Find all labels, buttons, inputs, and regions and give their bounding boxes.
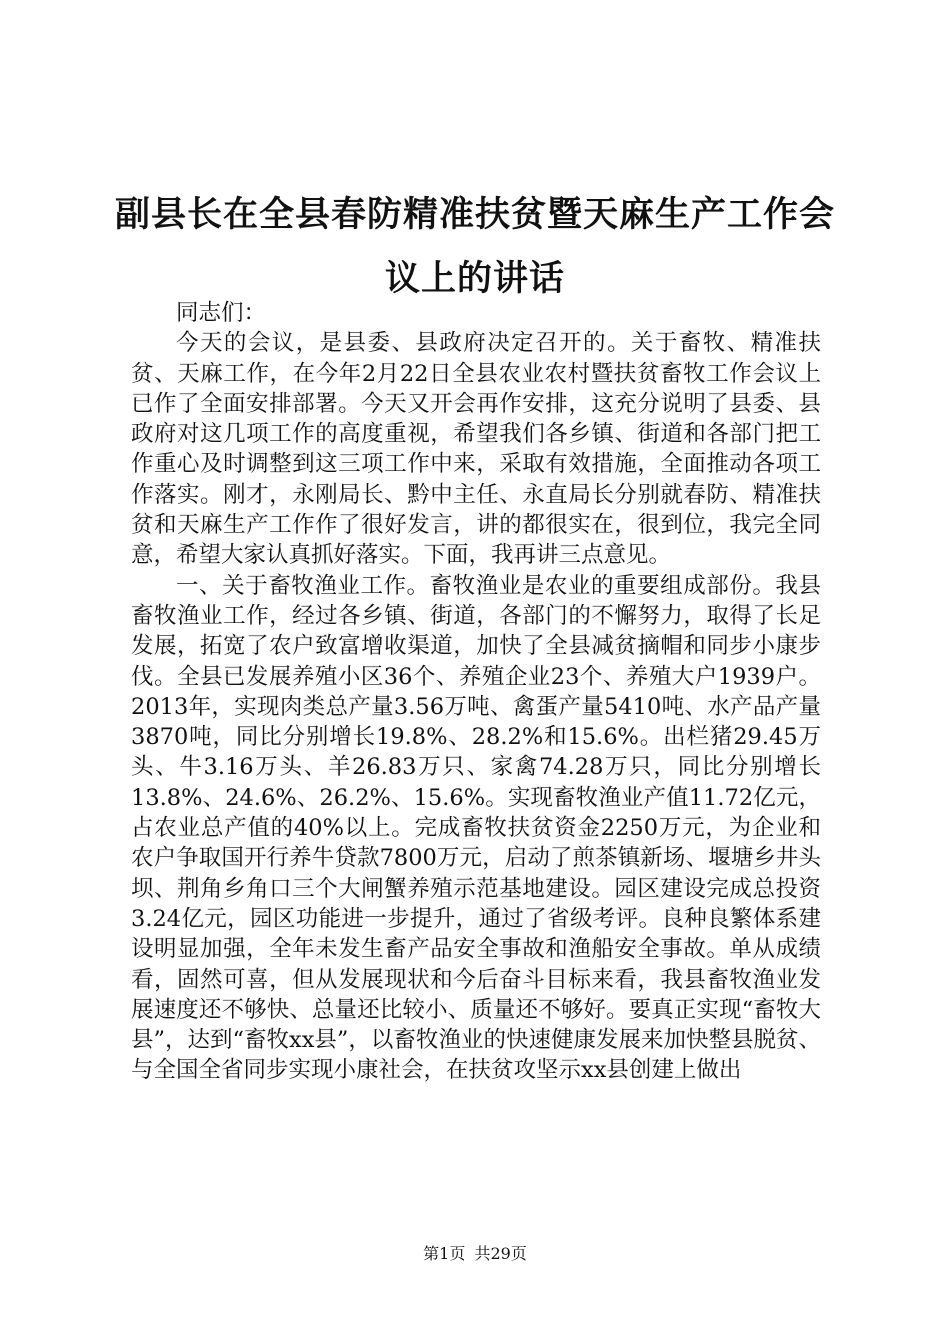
page-footer <box>0 1244 950 1264</box>
document-body <box>131 298 821 1086</box>
page-number: 第1页 <box>423 1244 466 1263</box>
paragraph: 今天的会议，是县委、县政府决定召开的。关于畜牧、精准扶贫、天麻工作，在今年2月22日全县农业农村暨扶贫畜牧工作会议上已作了全面安排部署。今天又开会再作安排，这充分说明了县委、县政府对这几项工作的高度重视，希望我们各乡镇、街道和各部门把工作重心及时调整到这三项工作中来，采取有效措施，全面推动各项工作落实。刚才，永刚局长、黔中主任、永直局长分别就春防、精准扶贫和天麻生产工作作了很好发言，讲的都很实在，很到位，我完全同意，希望大家认真抓好落实。下面，我再讲三点意见。 <box>131 330 821 569</box>
paragraph: 一、关于畜牧渔业工作。畜牧渔业是农业的重要组成部份。我县畜牧渔业工作，经过各乡镇、街道，各部门的不懈努力，取得了长足发展，拓宽了农户致富增收渠道，加快了全县减贫摘帽和同步小康步伐。全县已发展养殖小区36个、养殖企业23个、养殖大户1939户。2013年，实现肉类总产量3.56万吨、禽蛋产量5410吨、水产品产量3870吨，同比分别增长19.8%、28.2%和15.6%。出栏猪29.45万头、牛3.16万头、羊26.83万只、家禽74.28万只，同比分别增长13.8%、24.6%、26.2%、15.6%。实现畜牧渔业产值11.72亿元，占农业总产值的40%以上。完成畜牧扶贫资金2250万元，为企业和农户争取国开行养牛贷款7800万元，启动了煎茶镇新场、堰塘乡井头坝、荆角乡角口三个大闸蟹养殖示范基地建设。园区建设完成总投资3.24亿元，园区功能进一步提升，通过了省级考评。良种良繁体系建设明显加强，全年未发生畜产品安全事故和渔船安全事故。单从成绩看，固然可喜，但从发展现状和今后奋斗目标来看，我县畜牧渔业发展速度还不够快、总量还比较小、质量还不够好。要真正实现“畜牧大县”，达到“畜牧xx县”，以畜牧渔业的快速健康发展来加快整县脱贫、与全国全省同步实现小康社会，在扶贫攻坚示xx县创建上做出 <box>131 572 821 1084</box>
page-total: 共29页 <box>474 1244 527 1263</box>
page-title: 副县长在全县春防精准扶贫暨天麻生产工作会议上的讲话 <box>114 194 835 300</box>
greeting: 同志们： <box>176 300 267 326</box>
